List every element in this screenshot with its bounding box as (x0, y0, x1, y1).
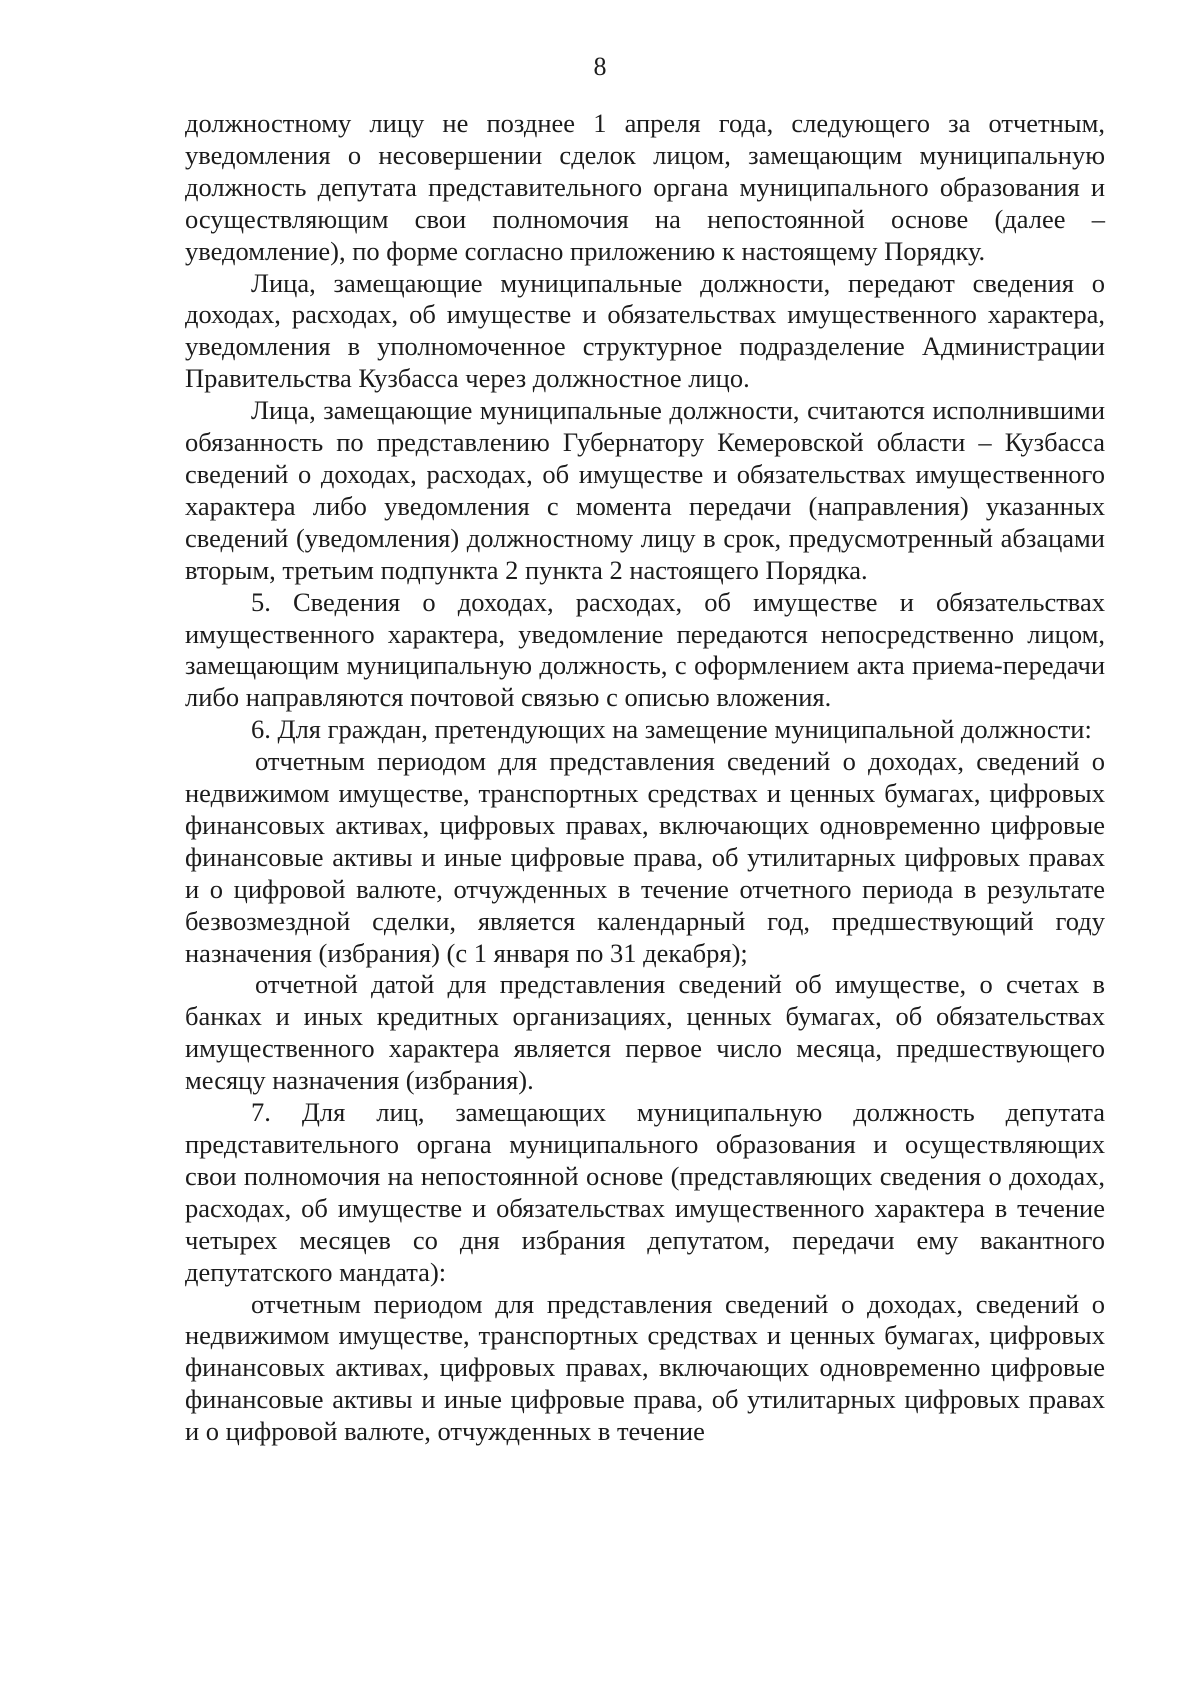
paragraph-item-6: 6. Для граждан, претендующих на замещение муниципальной должности: (251, 714, 1092, 745)
paragraph-item-6-date: отчетной датой для представления сведений об имуществе, о счетах в банках и иных кредитных организациях, ценных бумагах, об обязательствах имущественного характера является первое число месяца, предшествующего месяцу назначения (избрания). (185, 969, 1105, 1096)
paragraph-continuation: должностному лицу не позднее 1 апреля года, следующего за отчетным, уведомления о несовершении сделок лицом, замещающим муниципальную должность депутата представительного органа муниципального образования и осуществляющим свои полномочия на непостоянной основе (далее – уведомление), по форме согласно приложению к настоящему Порядку. (185, 108, 1105, 266)
paragraph-transfer-info: Лица, замещающие муниципальные должности, передают сведения о доходах, расходах, об имуществе и обязательствах имущественного характера, уведомления в уполномоченное структурное подразделение Администрации Правительства Кузбасса через должностное лицо. (185, 267, 1105, 394)
paragraph-item-6-period: отчетным периодом для представления сведений о доходах, сведений о недвижимом имуществе, транспортных средствах и ценных бумагах, цифровых финансовых активах, цифровых правах, включающих одновременно цифровые финансовые активы и иные цифровые права, об утилитарных цифровых правах и о цифровой валюте, отчужденных в течение отчетного периода в результате безвозмездной сделки, является календарный год, предшествующий году назначения (избрания) (с 1 января по 31 декабря); (185, 746, 1105, 968)
paragraph-obligation-fulfilled: Лица, замещающие муниципальные должности, считаются исполнившими обязанность по представлению Губернатору Кемеровской области – Кузбасса сведений о доходах, расходах, об имуществе и обязательствах имущественного характера либо уведомления с момента передачи (направления) указанных сведений (уведомления) должностному лицу в срок, предусмотренный абзацами вторым, третьим подпункта 2 пункта 2 настоящего Порядка. (185, 395, 1105, 585)
page-number: 8 (593, 52, 607, 81)
document-body (185, 108, 1105, 1448)
paragraph-item-7-period: отчетным периодом для представления сведений о доходах, сведений о недвижимом имуществе, транспортных средствах и ценных бумагах, цифровых финансовых активах, цифровых правах, включающих одновременно цифровые финансовые активы и иные цифровые права, об утилитарных цифровых правах и о цифровой валюте, отчужденных в течение (185, 1288, 1105, 1447)
paragraph-item-5: 5. Сведения о доходах, расходах, об имуществе и обязательствах имущественного характера, уведомление передаются непосредственно лицом, замещающим муниципальную должность, с оформлением акта приема-передачи либо направляются почтовой связью с описью вложения. (185, 586, 1105, 713)
paragraph-item-7: 7. Для лиц, замещающих муниципальную должность депутата представительного органа муниципального образования и осуществляющих свои полномочия на непостоянной основе (представляющих сведения о доходах, расходах, об имуществе и обязательствах имущественного характера в течение четырех месяцев со дня избрания депутатом, передачи ему вакантного депутатского мандата): (185, 1097, 1105, 1287)
